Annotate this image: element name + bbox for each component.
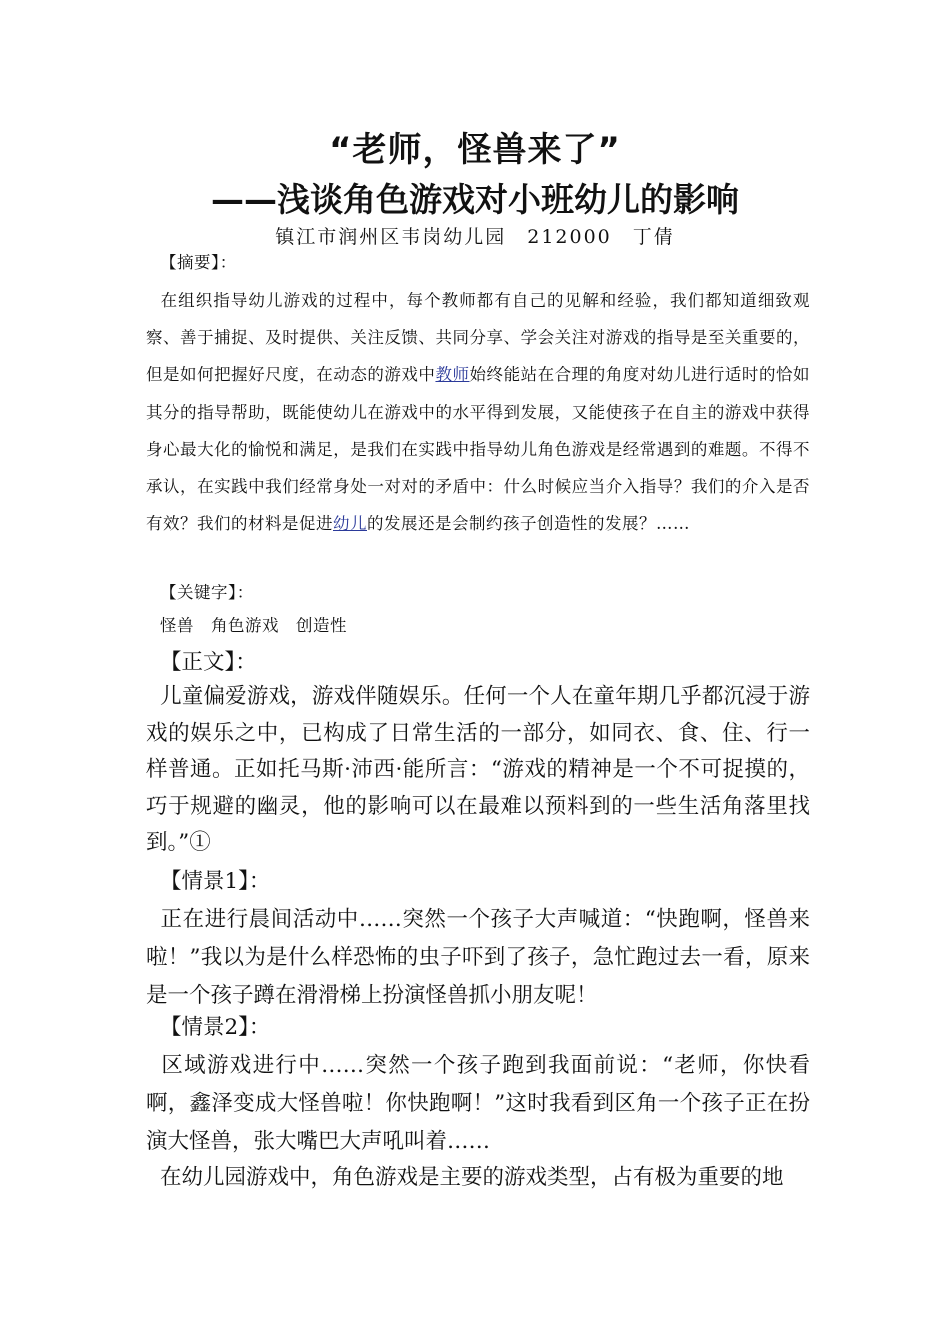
main-text-heading: 【正文】： <box>160 650 257 675</box>
abstract-body: 在组织指导幼儿游戏的过程中，每个教师都有自己的见解和经验，我们都知道细致观察、善于捕捉、及时提供、关注反馈、共同分享、学会关注对游戏的指导是至关重要的，但是如何把握好尺度，在动态的游戏中教师始终能站在合理的角度对幼儿进行适时的恰如其分的指导帮助，既能使幼儿在游戏中的水平得到发展，又能使孩子在自主的游戏中获得身心最大化的愉悦和满足，是我们在实践中指导幼儿角色游戏是经常遇到的难题。不得不承认，在实践中我们经常身处一对对的矛盾中：什么时候应当介入指导？我们的介入是否有效？我们的材料是促进幼儿的发展还是会制约孩子创造性的发展？…… <box>146 291 811 534</box>
link-teacher[interactable]: 教师 <box>435 365 470 385</box>
scene-2-heading: 【情景2】： <box>160 1015 271 1040</box>
keywords-heading: 【关键字】： <box>160 583 254 602</box>
main-paragraph-1: 儿童偏爱游戏，游戏伴随娱乐。任何一个人在童年期几乎都沉浸于游戏的娱乐之中，已构成了日常生活的一部分，如同衣、食、住、行一样普通。正如托马斯·沛西·能所言：“游戏的精神是一个不可捉摸的，巧于规避的幽灵，他的影响可以在最难以预料到的一些生活角落里找到。”① <box>146 684 810 855</box>
main-paragraph-2: 在幼儿园游戏中，角色游戏是主要的游戏类型，占有极为重要的地 <box>160 1165 784 1190</box>
link-child[interactable]: 幼儿 <box>333 514 367 534</box>
keywords-list: 怪兽 角色游戏 创造性 <box>160 616 347 635</box>
scene-2-text: 区域游戏进行中……突然一个孩子跑到我面前说：“老师，你快看啊，鑫泽变成大怪兽啦！你快跑啊！”这时我看到区角一个孩子正在扮演大怪兽，张大嘴巴大声吼叫着…… <box>146 1053 810 1154</box>
abstract-heading: 【摘要】： <box>160 253 237 272</box>
scene-1-text: 正在进行晨间活动中……突然一个孩子大声喊道：“快跑啊，怪兽来啦！”我以为是什么样恐怖的虫子吓到了孩子，急忙跑过去一看，原来是一个孩子蹲在滑滑梯上扮演怪兽抓小朋友呢！ <box>146 907 810 1008</box>
document-title: “老师，怪兽来了” <box>329 130 621 170</box>
scene-1-heading: 【情景1】： <box>160 869 271 894</box>
document-subtitle: ——浅谈角色游戏对小班幼儿的影响 <box>211 180 739 219</box>
author-byline: 镇江市润州区韦岗幼儿园 212000 丁倩 <box>275 226 675 248</box>
